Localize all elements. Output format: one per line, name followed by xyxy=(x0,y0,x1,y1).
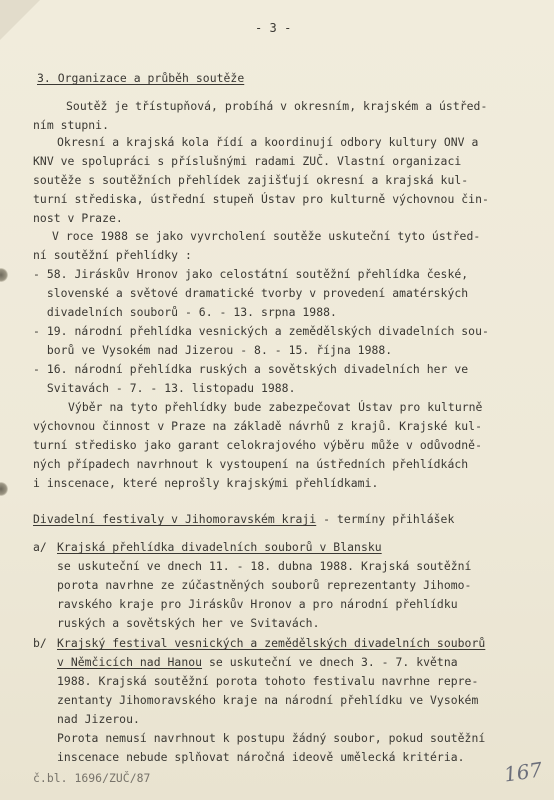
paragraph-line: KNV ve spolupráci s příslušnými radami ZUČ. Vlastní organizaci xyxy=(33,154,462,168)
list-item-line: Svitavách - 7. - 13. listopadu 1988. xyxy=(33,381,296,395)
paragraph-line: turní střediska, ústřední stupeň Ústav pro kulturně výchovnou čin- xyxy=(33,192,489,206)
festivals-heading-underlined: Divadelní festivaly v Jihomoravském kraji xyxy=(33,512,317,526)
item-a-line: porota navrhne ze zúčastněných souborů reprezentanty Jihomo- xyxy=(57,578,472,592)
item-b-label: b/ xyxy=(33,636,47,650)
section-heading: 3. Organizace a průběh soutěže xyxy=(37,71,245,85)
item-a-title: Krajská přehlídka divadelních souborů v Blansku xyxy=(57,540,382,554)
item-b-line: inscenace nebude splňovat náročná ideově umělecká kritéria. xyxy=(57,750,465,764)
item-b-line: 1988. Krajská soutěžní porota tohoto festivalu navrhne repre- xyxy=(57,674,479,688)
punch-hole xyxy=(0,482,8,496)
item-a-label: a/ xyxy=(33,540,47,554)
item-a-line: ruských a sovětských her ve Svitavách. xyxy=(57,616,320,630)
list-item-line: - 16. národní přehlídka ruských a sovětských divadelních her ve xyxy=(33,362,469,376)
paragraph-line: Okresní a krajská kola řídí a koordinují odbory kultury ONV a xyxy=(57,135,479,149)
item-b-date: se uskuteční ve dnech 3. - 7. května xyxy=(202,655,458,669)
paragraph-line: turní středisko jako garant celokrajového výběru může v odůvodně- xyxy=(33,438,483,452)
footer-reference: č.bl. 1696/ZUČ/87 xyxy=(33,771,151,785)
item-b-title-line2 xyxy=(57,652,458,672)
list-item-line: - 58. Jiráskův Hronov jako celostátní soutěžní přehlídka české, xyxy=(33,267,469,281)
paragraph-line: ním stupni. xyxy=(33,118,109,132)
list-item-line: - 19. národní přehlídka vesnických a zemědělských divadelních sou- xyxy=(33,324,489,338)
punch-hole xyxy=(0,268,8,282)
paragraph-line: soutěže s soutěžních přehlídek zajišťují okresní a krajská kul- xyxy=(33,173,469,187)
list-item-line: slovenské a světové dramatické tvorby v provedení amatérských xyxy=(33,286,469,300)
paragraph-line: Soutěž je třístupňová, probíhá v okresním, krajském a ústřed- xyxy=(66,99,488,113)
item-b-place: v Němčicích nad Hanou xyxy=(57,655,203,669)
handwritten-page-number: 167 xyxy=(502,757,544,787)
paragraph-line: Výběr na tyto přehlídky bude zabezpečovat Ústav pro kulturně xyxy=(68,400,483,414)
page-corner-fold xyxy=(0,0,40,40)
list-item-line: borů ve Vysokém nad Jizerou - 8. - 15. října 1988. xyxy=(33,343,393,357)
paragraph-line: výchovnou činnost v Praze na základě návrhů z krajů. Krajské kul- xyxy=(33,419,483,433)
festivals-heading xyxy=(33,509,454,529)
item-b-line: Porota nemusí navrhnout k postupu žádný soubor, pokud soutěžní xyxy=(57,731,486,745)
paragraph-line: V roce 1988 se jako vyvrcholení soutěže uskuteční tyto ústřed- xyxy=(52,229,481,243)
item-a-line: se uskuteční ve dnech 11. - 18. dubna 1988. Krajská soutěžní xyxy=(57,559,472,573)
page-number: - 3 - xyxy=(255,21,292,35)
festivals-heading-rest: - termíny přihlášek xyxy=(316,512,455,526)
paragraph-line: ní soutěžní přehlídky : xyxy=(33,248,192,262)
item-a-line: ravského kraje pro Jiráskův Hronov a pro národní přehlídku xyxy=(57,597,458,611)
paragraph-line: nost v Praze. xyxy=(33,211,123,225)
item-b-line: nad Jizerou. xyxy=(57,712,140,726)
item-b-title: Krajský festival vesnických a zemědělských divadelních souborů xyxy=(57,636,486,650)
list-item-line: divadelních souborů - 6. - 13. srpna 1988. xyxy=(33,305,337,319)
paragraph-line: ných případech navrhnout k vystoupení na ústředních přehlídkách xyxy=(33,457,469,471)
item-b-line: zentanty Jihomoravského kraje na národní přehlídku ve Vysokém xyxy=(57,693,479,707)
paragraph-line: i inscenace, které neprošly krajskými přehlídkami. xyxy=(33,476,379,490)
